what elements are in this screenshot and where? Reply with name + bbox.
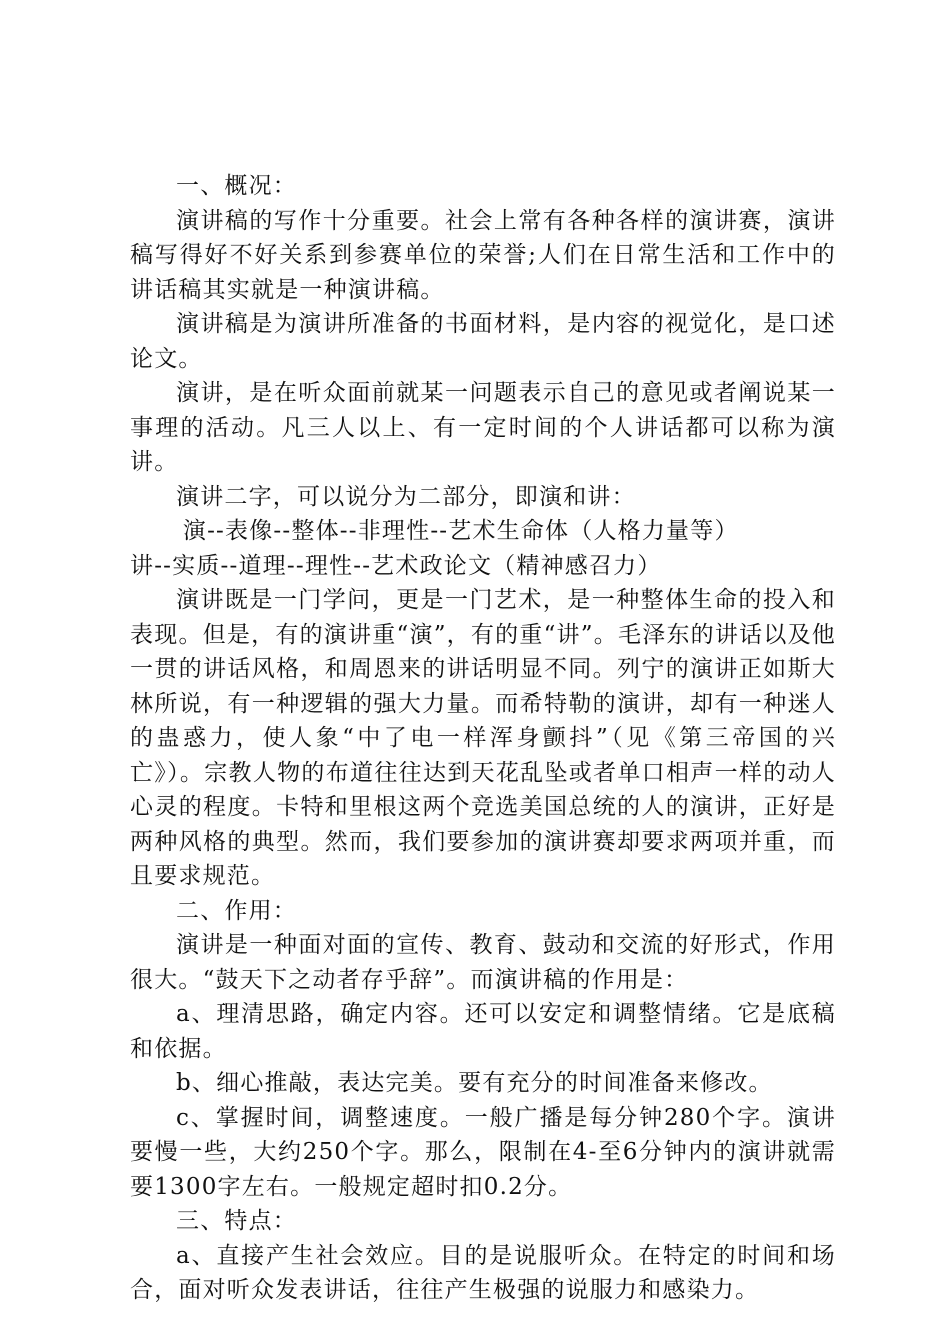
paragraph: 演讲是一种面对面的宣传、教育、鼓动和交流的好形式，作用很大。“鼓天下之动者存乎辞”。而演讲稿的作用是：	[130, 932, 836, 993]
document-body	[130, 169, 836, 1308]
definition-line-jiang: 讲--实质--道理--理性--艺术政论文（精神感召力）	[130, 552, 662, 579]
list-item-b: b、细心推敲，表达完美。要有充分的时间准备来修改。	[176, 1070, 773, 1096]
list-item-c: c、掌握时间，调整速度。一般广播是每分钟280个字。演讲要慢一些，大约250个字。那么，限制在4-至6分钟内的演讲就需要1300字左右。一般规定超时扣0.2分。	[130, 1104, 836, 1200]
list-item-a: a、直接产生社会效应。目的是说服听众。在特定的时间和场合，面对听众发表讲话，往往产生极强的说服力和感染力。	[130, 1242, 836, 1303]
paragraph: 演讲既是一门学问，更是一门艺术，是一种整体生命的投入和表现。但是，有的演讲重“演”，有的重“讲”。毛泽东的讲话以及他一贯的讲话风格，和周恩来的讲话明显不同。列宁的演讲正如斯大林所说，有一种逻辑的强大力量。而希特勒的演讲，却有一种迷人的蛊惑力，使人象“中了电一样浑身颤抖”（见《第三帝国的兴亡》）。宗教人物的布道往往达到天花乱坠或者单口相声一样的动人心灵的程度。卡特和里根这两个竞选美国总统的人的演讲，正好是两种风格的典型。然而，我们要参加的演讲赛却要求两项并重，而且要求规范。	[130, 587, 836, 889]
paragraph: 演讲稿的写作十分重要。社会上常有各种各样的演讲赛，演讲稿写得好不好关系到参赛单位的荣誉;人们在日常生活和工作中的讲话稿其实就是一种演讲稿。	[130, 207, 836, 303]
section-heading-features: 三、特点：	[176, 1208, 297, 1234]
section-heading-overview: 一、概况：	[176, 173, 297, 199]
list-item-a: a、理清思路，确定内容。还可以安定和调整情绪。它是底稿和依据。	[130, 1001, 836, 1062]
definition-line-yan: 演--表像--整体--非理性--艺术生命体（人格力量等）	[182, 518, 739, 544]
section-heading-function: 二、作用：	[176, 897, 297, 924]
paragraph: 演讲二字，可以说分为二部分，即演和讲：	[176, 483, 636, 510]
paragraph: 演讲稿是为演讲所准备的书面材料，是内容的视觉化，是口述论文。	[130, 311, 836, 372]
paragraph: 演讲，是在听众面前就某一问题表示自己的意见或者阐说某一事理的活动。凡三人以上、有一定时间的个人讲话都可以称为演讲。	[130, 380, 836, 475]
